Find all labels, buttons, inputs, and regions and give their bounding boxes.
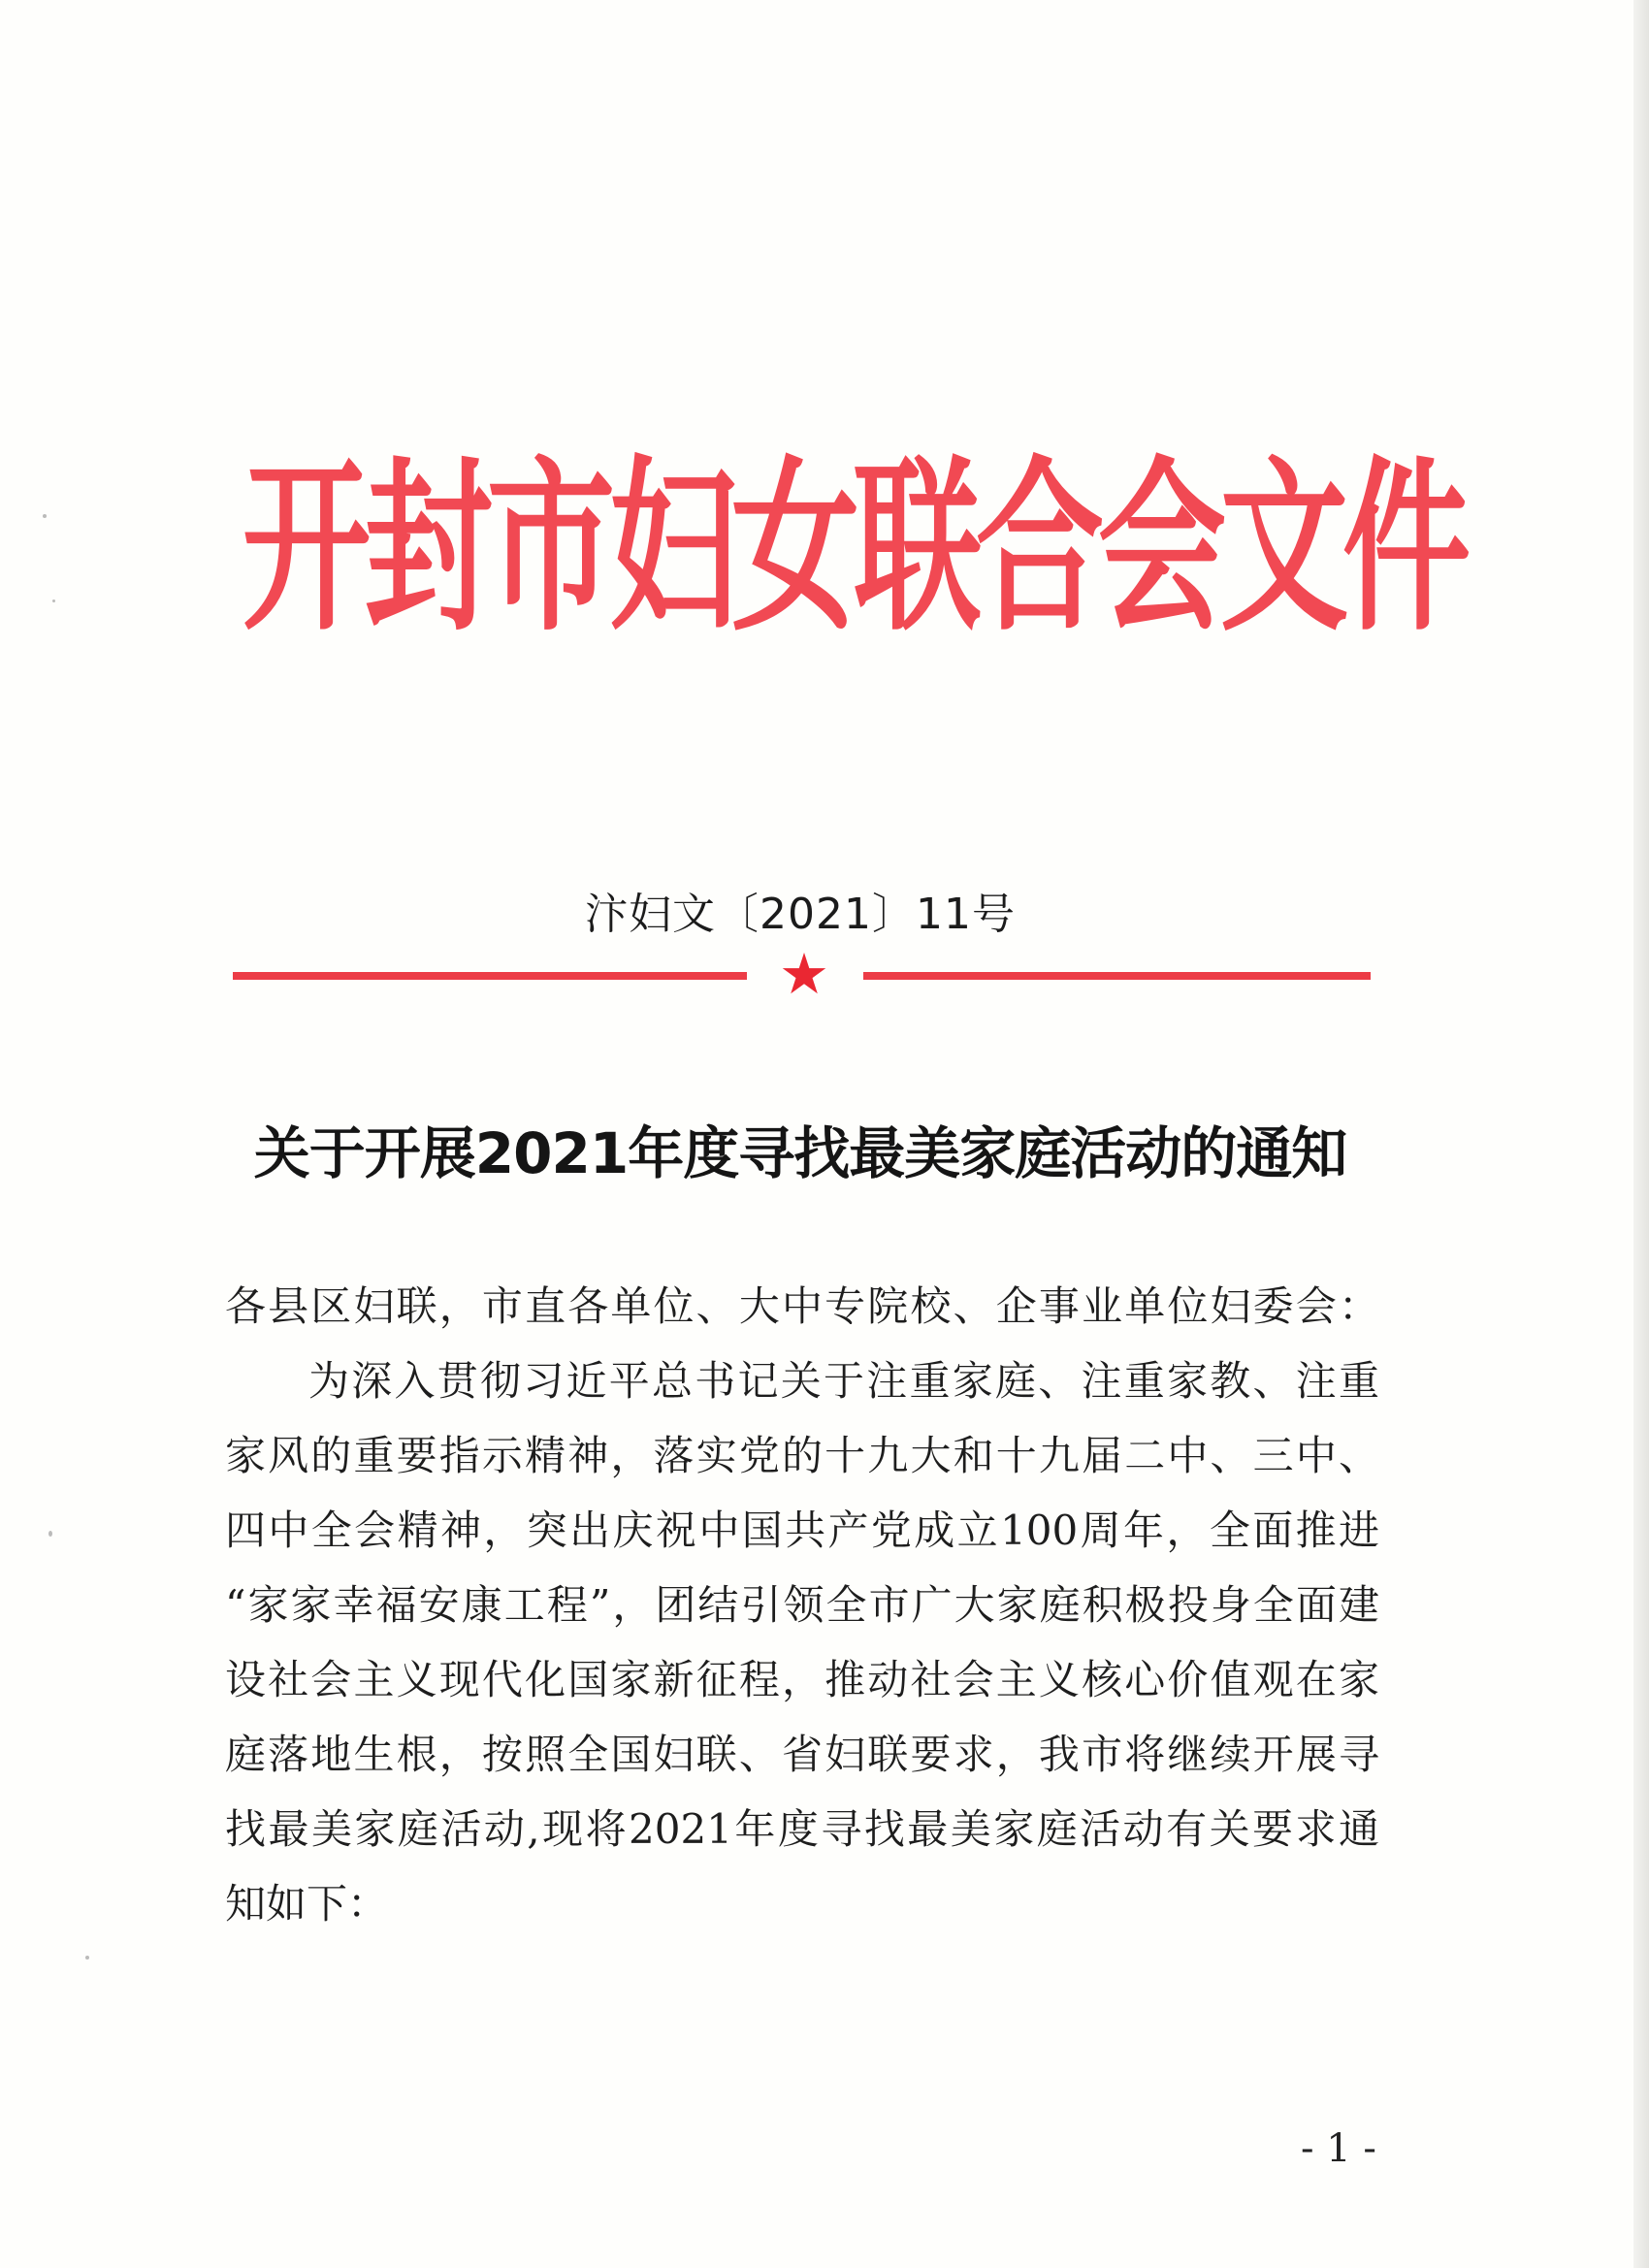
body-line: 四中全会精神，突出庆祝中国共产党成立100周年，全面推进 [225, 1507, 1379, 1554]
body-line: 设社会主义现代化国家新征程，推动社会主义核心价值观在家 [225, 1656, 1379, 1703]
notice-body [225, 1269, 1379, 1941]
red-star-icon: ★ [779, 941, 829, 1007]
red-divider-left [233, 972, 747, 980]
salutation-line: 各县区妇联，市直各单位、大中专院校、企事业单位妇委会： [225, 1282, 1379, 1330]
red-divider-right [863, 972, 1371, 980]
body-line: 知如下： [225, 1880, 389, 1928]
body-line: 为深入贯彻习近平总书记关于注重家庭、注重家教、注重 [308, 1357, 1379, 1405]
scan-speck [43, 514, 47, 518]
notice-title: 关于开展2021年度寻找最美家庭活动的通知 [253, 1120, 1347, 1186]
body-line: 庭落地生根，按照全国妇联、省妇联要求，我市将继续开展寻 [225, 1731, 1379, 1778]
page-number: - 1 - [1301, 2126, 1376, 2171]
masthead-title: 开封市妇女联合会文件 [242, 440, 1465, 658]
scan-speck [48, 1531, 52, 1537]
scan-edge-shadow [1633, 0, 1649, 2268]
body-line: 找最美家庭活动,现将2021年度寻找最美家庭活动有关要求通 [225, 1805, 1379, 1853]
scan-speck [85, 1956, 89, 1960]
body-line: “家家幸福安康工程”，团结引领全市广大家庭积极投身全面建 [225, 1581, 1379, 1629]
scan-speck [52, 599, 55, 602]
document-number: 汴妇文〔2021〕11号 [585, 890, 1016, 939]
body-line: 家风的重要指示精神，落实党的十九大和十九届二中、三中、 [225, 1432, 1379, 1479]
